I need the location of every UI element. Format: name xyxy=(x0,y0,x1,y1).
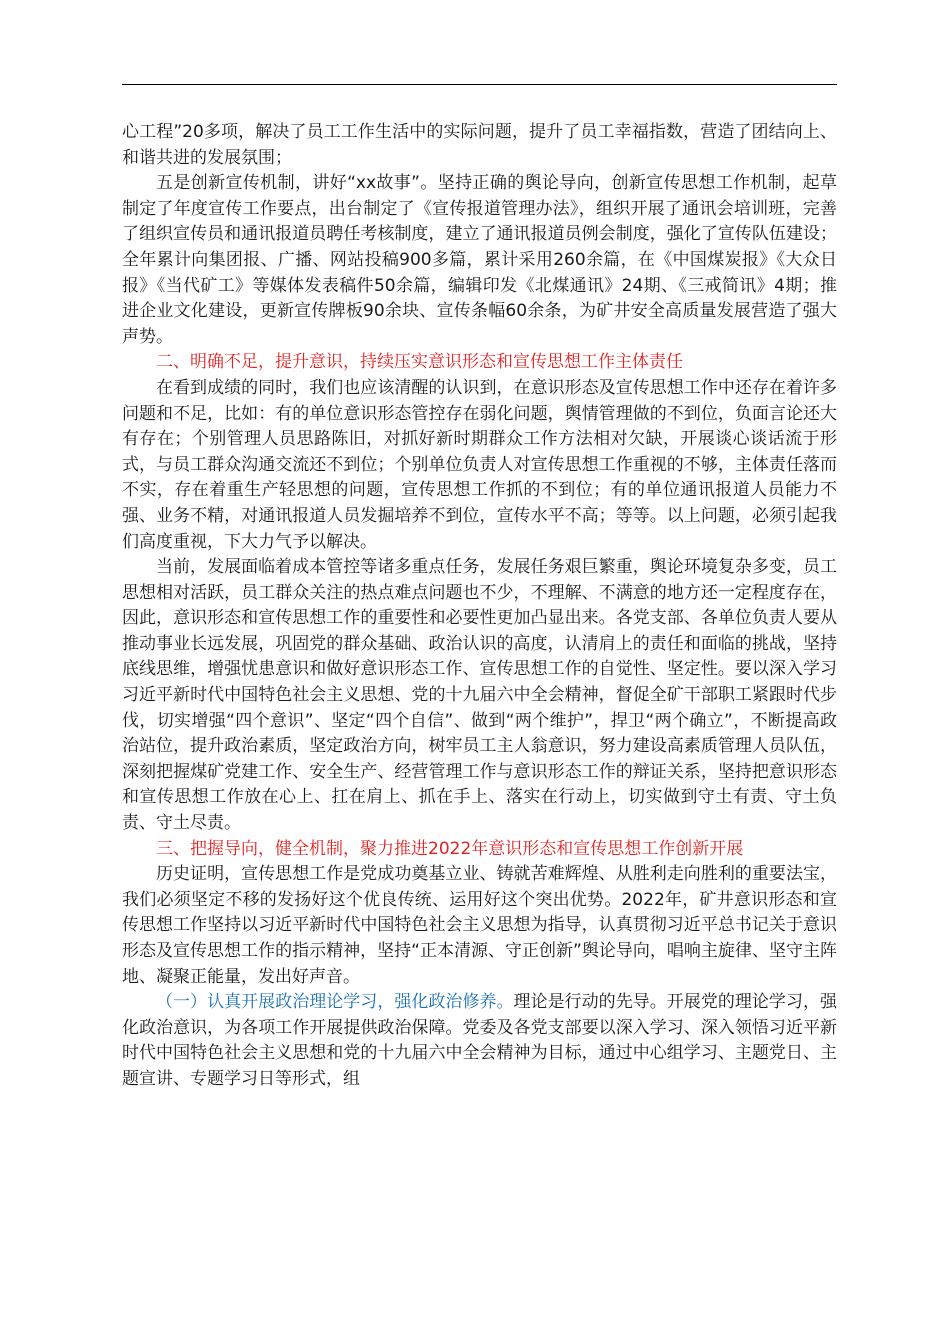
paragraph-shortcomings: 在看到成绩的同时，我们也应该清醒的认识到，在意识形态及宣传思想工作中还存在着许多问题和不足，比如：有的单位意识形态管控存在弱化问题，舆情管理做的不到位，负面言论还大有存在；个别管理人员思路陈旧，对抓好新时期群众工作方法相对欠缺，开展谈心谈话流于形式，与员工群众沟通交流还不到位；个别单位负责人对宣传思想工作重视的不够，主体责任落而不实，存在着重生产轻思想的问题，宣传思想工作抓的不到位；有的单位通讯报道人员能力不强、业务不精，对通讯报道人员发掘培养不到位，宣传水平不高；等等。以上问题，必须引起我们高度重视，下大力气予以解决。 xyxy=(122,377,837,552)
paragraph-theory-study xyxy=(122,990,837,1092)
paragraph-current-situation: 当前，发展面临着成本管控等诸多重点任务，发展任务艰巨繁重，舆论环境复杂多变，员工思想相对活跃，员工群众关注的热点难点问题也不少，不理解、不满意的地方还一定程度存在，因此，意识形态和宣传思想工作的重要性和必要性更加凸显出来。各党支部、各单位负责人要从推动事业长远发展，巩固党的群众基础、政治认识的高度，认清肩上的责任和面临的挑战，坚持底线思维，增强忧患意识和做好意识形态工作、宣传思想工作的自觉性、坚定性。要以深入学习习近平新时代中国特色社会主义思想、党的十九届六中全会精神，督促全矿干部职工紧跟时代步伐，切实增强“四个意识”、坚定“四个自信”、做到“两个维护”，捍卫“两个确立”，不断提高政治站位，提升政治素质，坚定政治方向，树牢员工主人翁意识，努力建设高素质管理人员队伍，深刻把握煤矿党建工作、安全生产、经营管理工作与意识形态工作的辩证关系，坚持把意识形态和宣传思想工作放在心上、扛在肩上、抓在手上、落实在行动上，切实做到守土有责、守土负责、守土尽责。 xyxy=(122,557,837,834)
section-heading-two: 二、明确不足，提升意识，持续压实意识形态和宣传思想工作主体责任 xyxy=(156,352,683,373)
header-rule xyxy=(122,84,837,85)
paragraph-history: 历史证明，宣传思想工作是党成功奠基立业、铸就苦难辉煌、从胜利走向胜利的重要法宝，我们必须坚定不移的发扬好这个优良传统、运用好这个突出优势。2022年，矿井意识形态和宣传思想工作坚持以习近平新时代中国特色社会主义思想为指导，认真贯彻习近平总书记关于意识形态及宣传思想工作的指示精神，坚持“正本清源、守正创新”舆论导向，唱响主旋律、坚守主阵地、凝聚正能量，发出好声音。 xyxy=(122,864,837,987)
subsection-body-one: 理论是行动的先导。开展党的理论学习，强化政治意识，为各项工作开展提供政治保障。党委及各党支部要以深入学习、深入领悟习近平新时代中国特色社会主义思想和党的十九届六中全会精神为目标，通过中心组学习、主题党日、主题宣讲、专题学习日等形式，组 xyxy=(122,992,838,1089)
section-heading-three: 三、把握导向，健全机制，聚力推进2022年意识形态和宣传思想工作创新开展 xyxy=(156,838,744,859)
document-body xyxy=(122,120,837,1093)
subsection-lead-one: （一）认真开展政治理论学习，强化政治修养。 xyxy=(156,992,514,1013)
paragraph-publicity-mechanism: 五是创新宣传机制，讲好“xx故事”。坚持正确的舆论导向，创新宣传思想工作机制，起草制定了年度宣传工作要点，出台制定了《宣传报道管理办法》，组织开展了通讯会培训班，完善了组织宣传员和通讯报道员聘任考核制度，建立了通讯报道员例会制度，强化了宣传队伍建设；全年累计向集团报、广播、网站投稿900多篇，累计采用260余篇，在《中国煤炭报》《大众日报》《当代矿工》等媒体发表稿件50余篇，编辑印发《北煤通讯》24期、《三戒简讯》4期；推进企业文化建设，更新宣传牌板90余块、宣传条幅60余条，为矿井安全高质量发展营造了强大声势。 xyxy=(122,173,837,347)
paragraph-continuation: 心工程”20多项，解决了员工工作生活中的实际问题，提升了员工幸福指数，营造了团结向上、和谐共进的发展氛围； xyxy=(122,122,837,168)
